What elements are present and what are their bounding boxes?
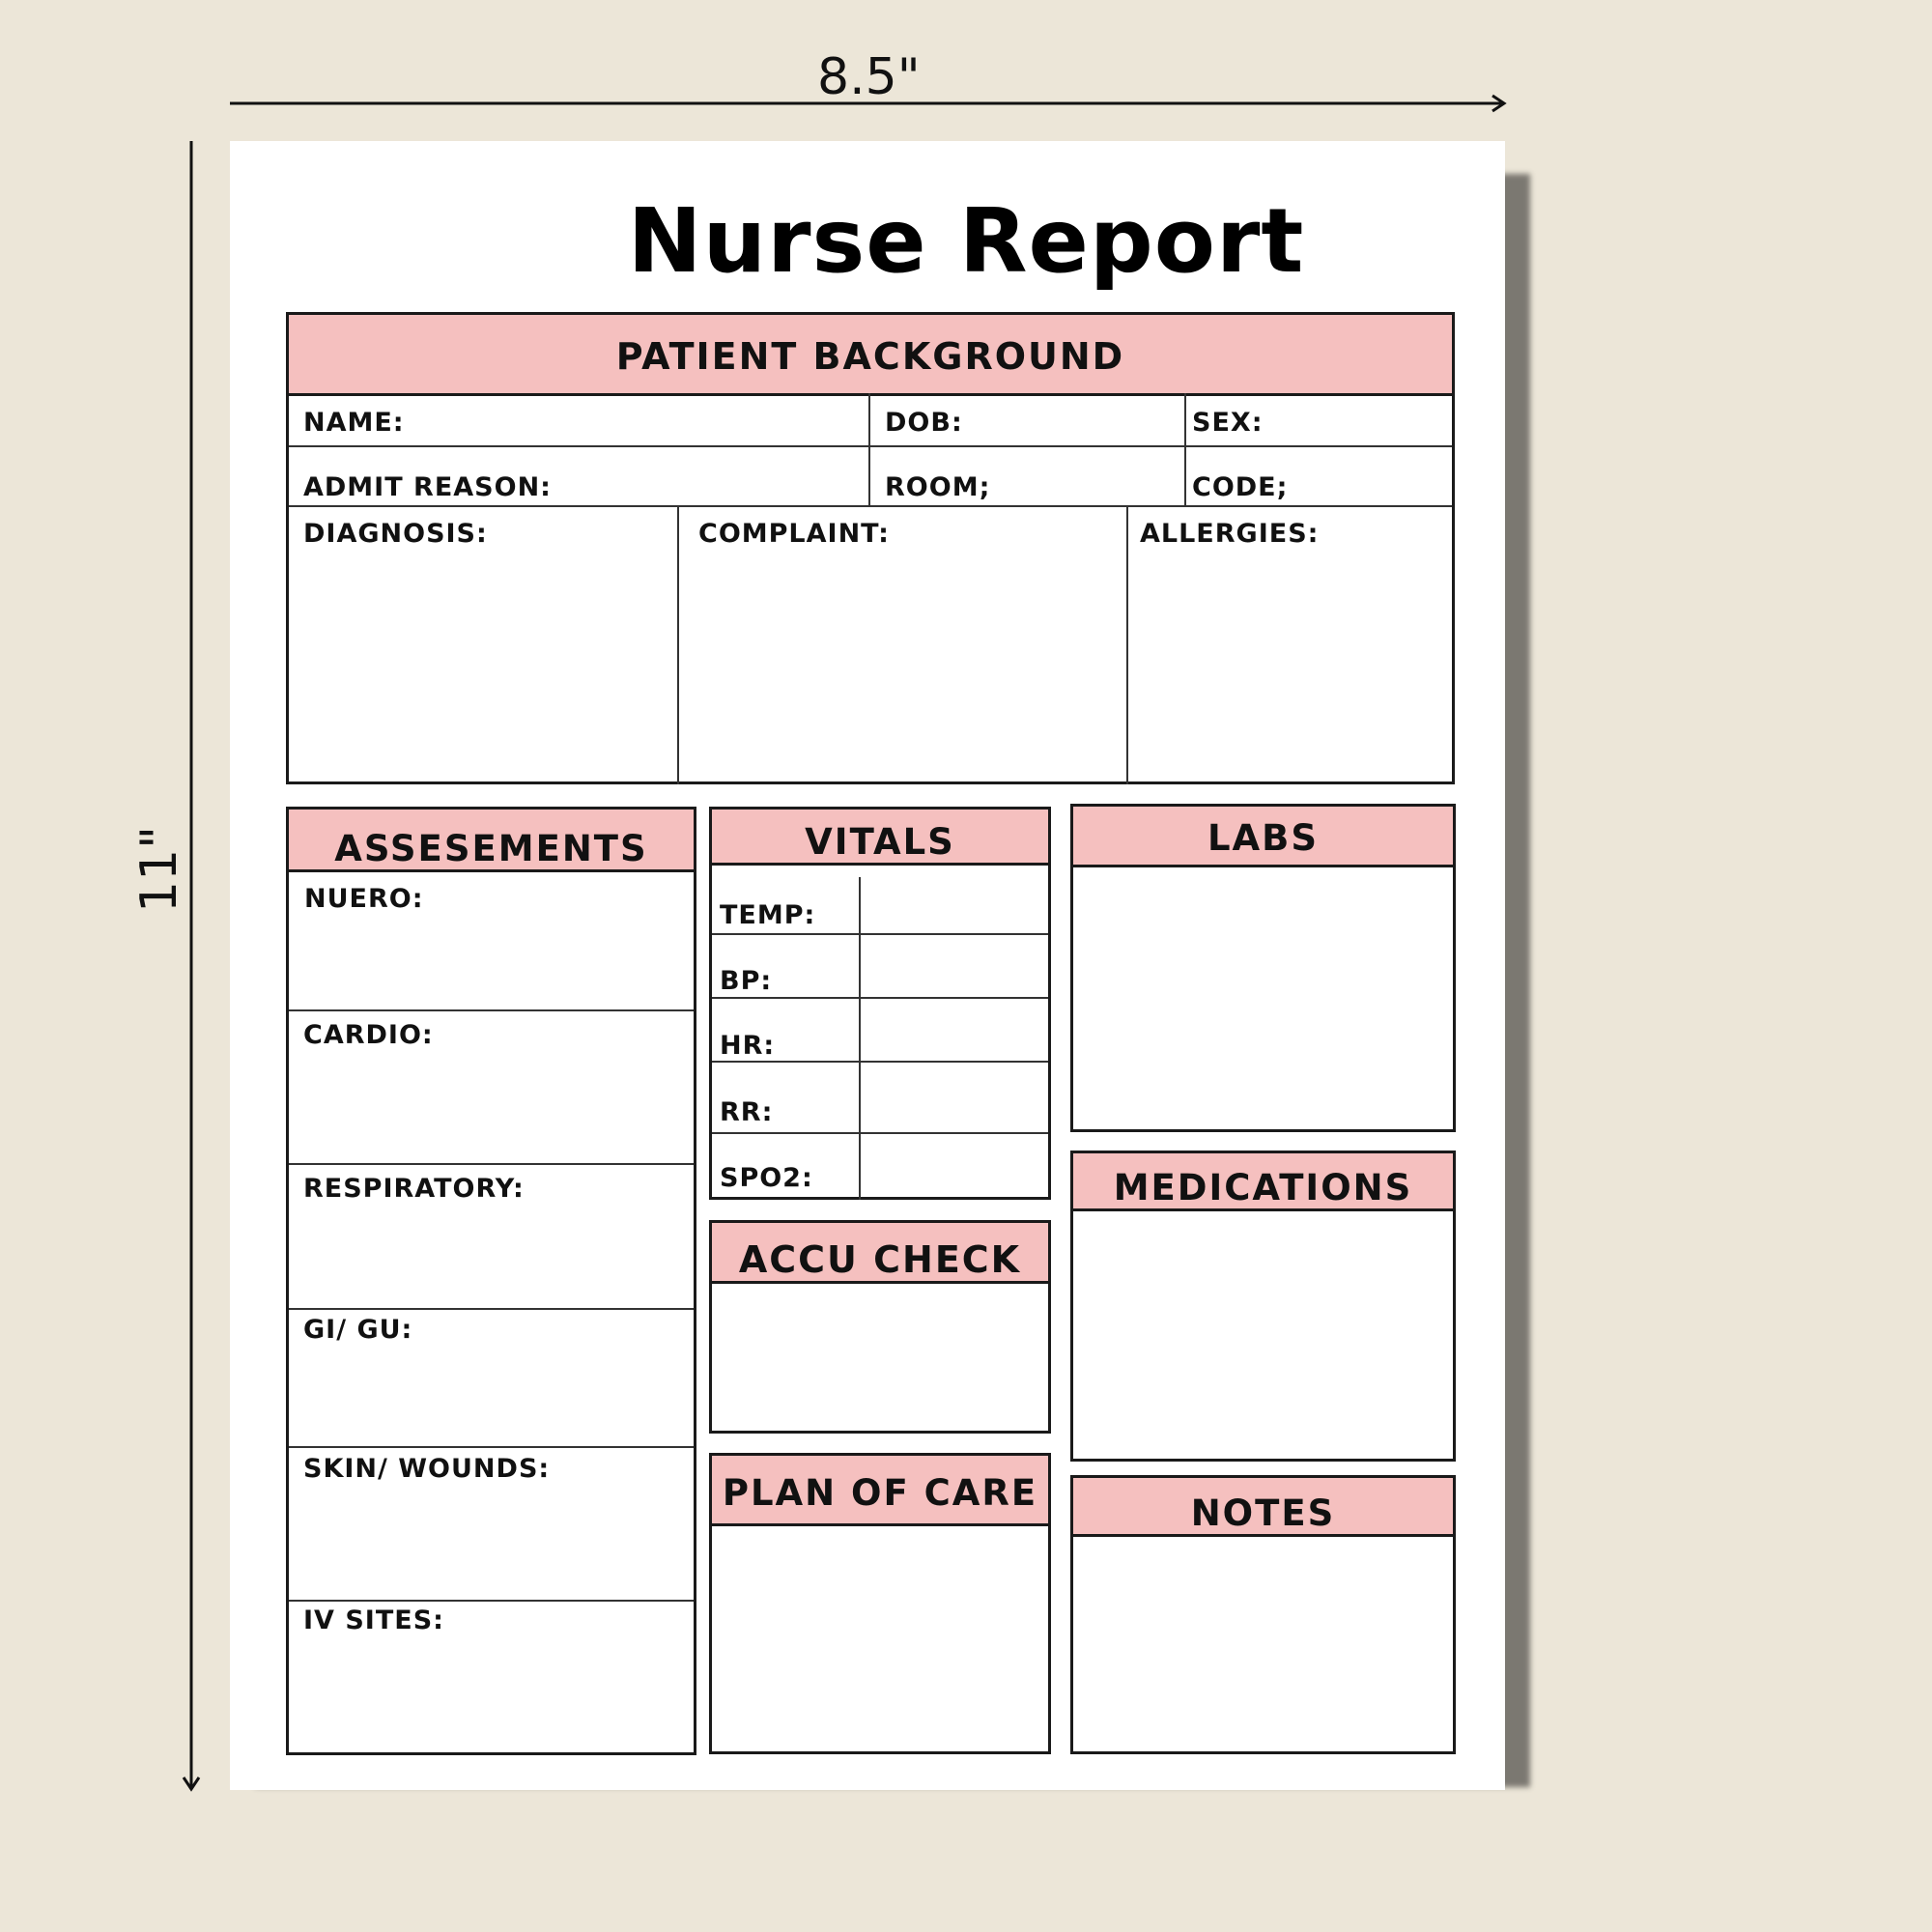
medications-section[interactable] — [1070, 1151, 1456, 1462]
notes-header — [1073, 1478, 1453, 1537]
patient-background-section — [286, 312, 1455, 784]
width-label: 8.5" — [817, 48, 921, 106]
vitals-header — [712, 810, 1048, 866]
complaint-field[interactable]: COMPLAINT: — [698, 519, 890, 549]
row-divider — [289, 445, 1452, 447]
row-divider — [289, 505, 1452, 507]
admit-reason-field[interactable]: ADMIT REASON: — [303, 472, 552, 502]
patient-background-title: PATIENT BACKGROUND — [615, 335, 1125, 378]
row-divider — [289, 1009, 694, 1011]
vital-bp[interactable]: BP: — [720, 966, 773, 996]
assessment-cardio[interactable]: CARDIO: — [303, 1020, 434, 1050]
assessment-respiratory[interactable]: RESPIRATORY: — [303, 1174, 525, 1204]
code-field[interactable]: CODE; — [1192, 472, 1289, 502]
col-divider — [859, 877, 861, 1200]
assessment-iv-sites[interactable]: IV SITES: — [303, 1605, 444, 1635]
notes-section[interactable] — [1070, 1475, 1456, 1754]
medications-header — [1073, 1153, 1453, 1211]
row-divider — [289, 1600, 694, 1602]
plan-of-care-section[interactable] — [709, 1453, 1051, 1754]
height-label: 11" — [130, 825, 188, 913]
patient-background-header — [289, 315, 1452, 396]
row-divider — [289, 1308, 694, 1310]
notes-title: NOTES — [1190, 1492, 1336, 1534]
assessments-section — [286, 807, 696, 1755]
plan-of-care-header — [712, 1456, 1048, 1526]
row-divider — [712, 933, 1048, 935]
col-divider — [677, 505, 679, 784]
assessments-title: ASSESEMENTS — [334, 828, 648, 869]
accu-check-section[interactable] — [709, 1220, 1051, 1434]
vitals-title: VITALS — [805, 821, 955, 863]
vitals-section — [709, 807, 1051, 1200]
row-divider — [712, 1132, 1048, 1134]
vital-rr[interactable]: RR: — [720, 1097, 774, 1127]
assessment-gi-gu[interactable]: GI/ GU: — [303, 1315, 413, 1345]
vital-spo2[interactable]: SPO2: — [720, 1163, 813, 1193]
assessments-header — [289, 810, 694, 872]
room-field[interactable]: ROOM; — [885, 472, 991, 502]
dob-field[interactable]: DOB: — [885, 408, 963, 438]
row-divider — [289, 1163, 694, 1165]
plan-of-care-title: PLAN OF CARE — [722, 1472, 1038, 1514]
page-title: Nurse Report — [627, 189, 1305, 293]
medications-title: MEDICATIONS — [1113, 1167, 1413, 1208]
vital-temp[interactable]: TEMP: — [720, 900, 816, 930]
labs-title: LABS — [1207, 817, 1320, 859]
row-divider — [712, 997, 1048, 999]
assessment-skin-wounds[interactable]: SKIN/ WOUNDS: — [303, 1454, 551, 1484]
row-divider — [289, 1446, 694, 1448]
accu-check-title: ACCU CHECK — [738, 1238, 1022, 1281]
allergies-field[interactable]: ALLERGIES: — [1140, 519, 1320, 549]
assessment-neuro[interactable]: NUERO: — [304, 884, 424, 914]
name-field[interactable]: NAME: — [303, 408, 405, 438]
col-divider — [1126, 505, 1128, 784]
labs-section[interactable] — [1070, 804, 1456, 1132]
sex-field[interactable]: SEX: — [1192, 408, 1264, 438]
col-divider — [868, 393, 870, 505]
labs-header — [1073, 807, 1453, 867]
col-divider — [1184, 393, 1186, 505]
vital-hr[interactable]: HR: — [720, 1031, 776, 1061]
row-divider — [712, 1061, 1048, 1063]
diagnosis-field[interactable]: DIAGNOSIS: — [303, 519, 488, 549]
accu-check-header — [712, 1223, 1048, 1284]
